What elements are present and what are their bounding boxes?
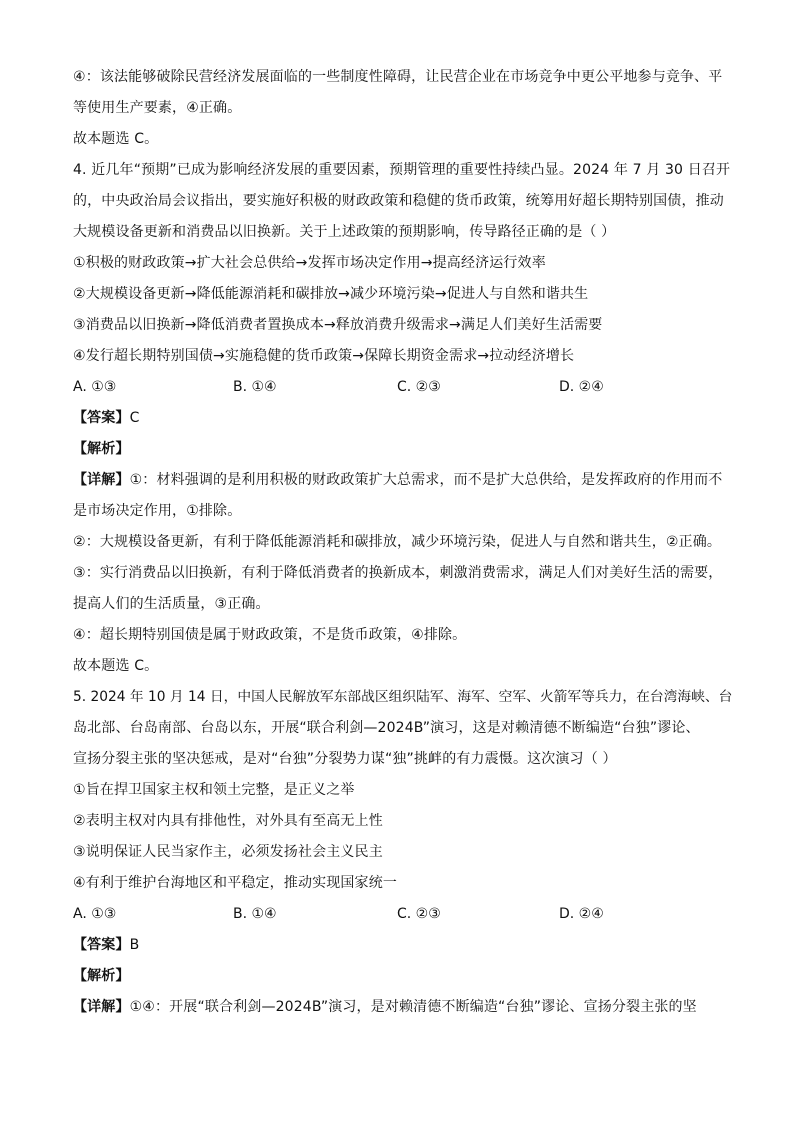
q5-analysis-label	[73, 966, 130, 986]
q4-analysis-label	[73, 439, 130, 459]
q4-item-3: ③消费品以旧换新→降低消费者置换成本→释放消费升级需求→满足人们美好生活需要	[73, 317, 603, 333]
q4-item-1: ①积极的财政政策→扩大社会总供给→发挥市场决定作用→提高经济运行效率	[73, 255, 546, 271]
q5-stem-line: 宣扬分裂主张的坚决惩戒，是对“台独”分裂势力谋“独”挑衅的有力震慑。这次演习（ ）	[73, 751, 617, 767]
q4-detail-line: 【详解】①：材料强调的是利用积极的财政政策扩大总需求，而不是扩大总供给，是发挥政府的作用而不	[73, 472, 723, 488]
q4-stem-line: 的，中央政治局会议指出，要实施好积极的财政政策和稳健的货币政策，统筹用好超长期特别国债，推动	[73, 193, 724, 209]
section-label: 【详解】	[73, 472, 130, 488]
section-label: 【答案】	[73, 410, 130, 426]
q4-option-a: A. ①③	[73, 379, 117, 395]
q5-answer: 【答案】B	[73, 937, 140, 953]
q4-option-c: C. ②③	[397, 379, 441, 395]
q5-stem-line: 岛北部、台岛南部、台岛以东，开展“联合利剑—2024B”演习，这是对赖清德不断编造“台独”谬论、	[73, 720, 700, 736]
q5-option-b: B. ①④	[233, 906, 277, 922]
q4-option-d: D. ②④	[559, 379, 604, 395]
q4-item-2: ②大规模设备更新→降低能源消耗和碳排放→减少环境污染→促进人与自然和谐共生	[73, 286, 589, 302]
q5-item-3: ③说明保证人民当家作主，必须发扬社会主义民主	[73, 844, 383, 860]
prev-detail-line: 等使用生产要素，④正确。	[73, 100, 242, 116]
q4-options	[73, 377, 713, 397]
q4-detail-line: ③：实行消费品以旧换新，有利于降低消费者的换新成本，刺激消费需求，满足人们对美好生活的需要，	[73, 565, 723, 581]
q5-item-1: ①旨在捍卫国家主权和领土完整，是正义之举	[73, 782, 355, 798]
q4-stem-line: 4. 近几年“预期”已成为影响经济发展的重要因素，预期管理的重要性持续凸显。2024 年 7 月 30 日召开	[73, 162, 731, 178]
q4-detail-line: 提高人们的生活质量，③正确。	[73, 596, 270, 612]
section-label: 【详解】	[73, 999, 130, 1015]
q4-answer: 【答案】C	[73, 410, 140, 426]
q4-stem-line: 大规模设备更新和消费品以旧换新。关于上述政策的预期影响，传导路径正确的是（ ）	[73, 224, 616, 240]
q5-item-4: ④有利于维护台海地区和平稳定，推动实现国家统一	[73, 875, 397, 891]
section-label: 【答案】	[73, 937, 130, 953]
q5-option-c: C. ②③	[397, 906, 441, 922]
q5-stem-line: 5. 2024 年 10 月 14 日，中国人民解放军东部战区组织陆军、海军、空军、火箭军等兵力，在台湾海峡、台	[73, 689, 733, 705]
q5-option-d: D. ②④	[559, 906, 604, 922]
q5-option-a: A. ①③	[73, 906, 117, 922]
prev-conclusion: 故本题选 C。	[73, 131, 159, 147]
q5-item-2: ②表明主权对内具有排他性，对外具有至高无上性	[73, 813, 383, 829]
q4-detail-line: 是市场决定作用，①排除。	[73, 503, 242, 519]
section-label: 【解析】	[73, 968, 130, 984]
section-label: 【解析】	[73, 441, 130, 457]
q4-detail-line: ④：超长期特别国债是属于财政政策，不是货币政策，④排除。	[73, 627, 467, 643]
q4-option-b: B. ①④	[233, 379, 277, 395]
q4-item-4: ④发行超长期特别国债→实施稳健的货币政策→保障长期资金需求→拉动经济增长	[73, 348, 575, 364]
q5-options	[73, 904, 713, 924]
q4-conclusion: 故本题选 C。	[73, 658, 159, 674]
q4-detail-line: ②：大规模设备更新，有利于降低能源消耗和碳排放，减少环境污染，促进人与自然和谐共生，②正确。	[73, 534, 721, 550]
q5-detail-line: 【详解】①④：开展“联合利剑—2024B”演习，是对赖清德不断编造“台独”谬论、宣扬分裂主张的坚	[73, 999, 697, 1015]
prev-detail-line: ④：该法能够破除民营经济发展面临的一些制度性障碍，让民营企业在市场竞争中更公平地参与竞争、平	[73, 69, 723, 85]
